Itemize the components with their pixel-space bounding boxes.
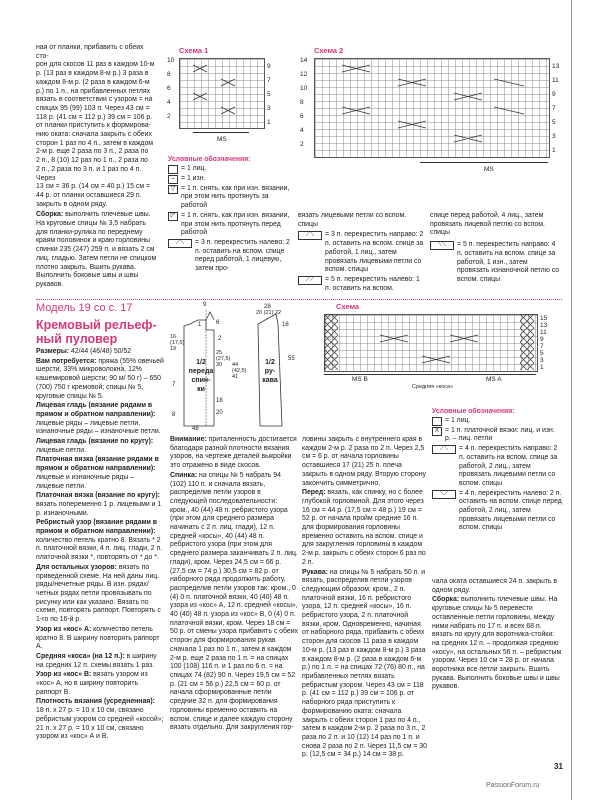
x-mark [331, 342, 338, 349]
paragraph-label: Платочная вязка (вязание рядами в прямом и обратном направлении): [36, 456, 159, 473]
row-number: 13 [552, 63, 560, 70]
paragraph-label: Спинка: [170, 471, 198, 479]
schema-1-rows-right [267, 60, 271, 130]
legend-2 [432, 408, 562, 534]
schema-3-center: Средняя «коса» [412, 384, 454, 390]
col1-line: 2 п., 2 раза по 3 п. и 1 раз по 4 п. Через [36, 165, 142, 182]
paragraph-text: вязать попеременно 1 р. лицевыми и 1 р. изнаночными. [36, 500, 162, 517]
dim-20: 20 (21) 22 [256, 310, 282, 316]
paragraph [170, 472, 298, 733]
page-number: 31 [554, 762, 563, 771]
dim-25: 25 (27,5) 30 [216, 350, 231, 368]
pattern-drawing [170, 302, 300, 434]
paragraph [36, 653, 164, 670]
legend-text: = 5 п. перекрестить направо: 4 п. оставить на вспом. спице за работой, 1 изн., затем провязать изнаночной петлю со вспом. спицы [457, 241, 560, 283]
x-mark [520, 321, 527, 328]
legend-item [432, 445, 562, 489]
paragraph [36, 564, 164, 625]
row-number: 10 [300, 85, 308, 92]
x-mark [331, 363, 338, 370]
title-line-1: Кремовый рельеф- [36, 318, 157, 332]
paragraph: чала оката оставшиеся 24 п. закрыть в одном ряду. [432, 578, 558, 594]
x-mark [520, 328, 527, 335]
paragraph [170, 436, 298, 471]
schema-2-ms: MS [484, 166, 494, 173]
legend-item [432, 427, 562, 444]
legend-1c-items [430, 241, 560, 285]
col1-line: 2-м р. еще 2 раза по 3 п., 2 раза по [36, 148, 149, 156]
col1-line: 2 п., 8 (10) 12 раз по 1 п., 2 раза по [36, 157, 148, 165]
schema-1-symbols [179, 58, 263, 127]
paragraph-label: Для остальных узоров: [36, 563, 117, 571]
row-number: 8 [167, 71, 171, 78]
top-column-1 [36, 44, 158, 290]
assembly-label: Сборка: [36, 211, 64, 219]
margin-rule [571, 0, 572, 800]
col1-line: 13 см = 36 р. (14 см = 40 р.) 15 см = [36, 183, 150, 191]
legend-2-items [432, 417, 562, 533]
legend-item [430, 241, 560, 285]
legend-text: = 5 п. перекрестить налево: 1 п. оставить на вспом. [325, 275, 420, 292]
paragraph-text: лицевые и изнаночные ряды – лицевые петли. [36, 473, 135, 490]
row-number: 2 [300, 141, 304, 148]
row-number: 15 [540, 315, 548, 322]
col1-line: вязать в соответствии с узором = на [36, 96, 153, 104]
row-number: 11 [552, 77, 559, 84]
paragraph-label: Внимание: [170, 436, 207, 443]
dim-18: 18 [216, 398, 223, 404]
x-mark [324, 356, 331, 363]
title-line-2: ный пуловер [36, 332, 118, 346]
model-label: Модель 19 со с. 17 [36, 302, 133, 314]
col3-mid-text: вязать лицевыми петли со вспом. спицы [298, 212, 407, 228]
paragraph-text: приталенность достигается благодаря разной плотности вязания узоров, на чертеже деталей выкройки это отражено в виде скосов. [170, 436, 297, 470]
legend-symbol: X [432, 427, 442, 436]
x-mark [527, 349, 534, 356]
dim-20b: 20 [216, 410, 223, 416]
x-mark [324, 335, 331, 342]
col1-line: нию оката: сначала закрыть с обеих [36, 131, 152, 139]
watermark: PassionForum.ru [486, 782, 540, 789]
schema-3-title: Схема [336, 302, 360, 311]
legend-item [168, 185, 294, 211]
schema-2-symbols [314, 58, 548, 156]
col1-line: р.) по 1 п., на прибавленных петлях [36, 87, 151, 95]
paragraph-text: вязать узором из «кос» А, но в ширину повторить раппорт В. [36, 671, 148, 696]
x-mark [324, 321, 331, 328]
row-number: 6 [167, 85, 171, 92]
x-mark [331, 328, 338, 335]
x-mark [331, 356, 338, 363]
legend-1b-items [298, 231, 426, 293]
legend-text: = 4 п. перекрестить направо: 2 п. оставить на вспом. спице за работой, 2 лиц., затем провязать лицевыми петли со вспом. спицы [459, 445, 558, 487]
legend-symbol: ⟍⟋ [432, 490, 456, 499]
paragraph: ловины закрыть с внутреннего края в каждом 2-м р. 2 раза по 2 п. Через 2,5 см = 6 р. от начала горловины оставшиеся 17 (21) 25 п. плеча закрыть в одном ряду. Вторую сторону закончить симметрично. [302, 436, 426, 487]
x-mark [324, 363, 331, 370]
row-number: 8 [300, 99, 304, 106]
paragraph-text: пряжа (55% овечьей шерсти, 33% микроволокна, 12% кашемировой шерсти; 90 м/ 50 г) – 650 (700) 750 г кремовой; спицы № 5; круговые спицы № 5. [36, 357, 164, 400]
row-number: 2 [167, 113, 171, 120]
instructions-column-3 [302, 436, 428, 761]
col1-line: спицах 95 (99) 103 п. Через 43 см = [36, 104, 150, 112]
paragraph-label: Средняя «коса» (на 12 п.): [36, 652, 125, 660]
legend-text: = 4 п. перекрестить налево: 2 п. оставить на вспом. спице перед работой, 2 лиц., затем провязать лицевыми петли со вспом. спицы [459, 489, 562, 532]
x-mark [520, 314, 527, 321]
legend-symbol: ⟋⟋ [298, 276, 322, 285]
row-number: 1 [540, 364, 544, 371]
schema-2-rows-left [300, 54, 307, 152]
schema-2-title: Схема 2 [314, 46, 344, 55]
col1-line: сторон 1 раз по 4 п., затем в каждом [36, 139, 154, 147]
x-mark [324, 314, 331, 321]
dim-28: 28 [264, 304, 271, 310]
dim-9: 9 [203, 302, 207, 308]
paragraph-text: в ширину на средних 12 п. схемы вязать 1 раз. [36, 652, 157, 669]
legend-item [298, 231, 426, 275]
paragraph-label: Сборка: [432, 596, 460, 604]
row-number: 12 [300, 71, 308, 78]
x-mark [324, 349, 331, 356]
legend-symbol: ⟍⟍ [430, 241, 454, 250]
legend-text: = 1 лиц. [445, 416, 471, 424]
schema-3-rows [540, 315, 547, 371]
assembly-text: выполнить плечевые швы. На круговые спицы № 3,5 набрать для планки-рулика по переднему краям половинок и краю горловины спинки 235 (247) 259 п. и вязать 2 см лиц. гладью. Затем петли не спицком плотно закрыть. Вшить рукава. Выполнить боковые швы и швы рукавов. [36, 211, 157, 288]
legend-text: = 1 п. платочной вязки: лиц. и изн. р. – лиц. петли [445, 426, 555, 443]
schema-1-rows-left [167, 54, 174, 124]
col1-line: закрыть в одном ряду. [36, 200, 108, 208]
legend-symbol: ⟋⟍ [168, 239, 192, 248]
paragraph [36, 348, 164, 357]
row-number: 5 [552, 119, 556, 126]
row-number: 7 [540, 343, 544, 350]
legend-item [168, 175, 294, 184]
page-title [36, 318, 157, 346]
paragraph-label: Перед: [302, 489, 326, 497]
legend-text: = 1 изн. [181, 174, 206, 182]
row-number: 3 [552, 133, 556, 140]
row-number: 5 [540, 350, 544, 357]
x-mark [527, 335, 534, 342]
x-mark [527, 356, 534, 363]
col1-line: ная от планки, прибавить с обеих сто- [36, 44, 144, 60]
x-mark [331, 321, 338, 328]
paragraph-text: лицевые ряды – лицевые петли, изнаночные ряды – изнаночные петли. [36, 419, 161, 436]
x-mark [527, 328, 534, 335]
row-number: 7 [552, 105, 556, 112]
paragraph-text: количество петель кратно 8. В ширину повторять раппорт А. [36, 625, 160, 651]
row-number: 3 [540, 357, 544, 364]
legend-text: = 1 лиц. [181, 164, 207, 172]
paragraph-text: вязать по приведенной схеме. На ней даны лиц. ряды/нечетные ряды. В изн. рядах/ четных рядах петли провязывать по рисунку или как указано. Вязать по схеме, повторять раппорт. Повторять с 1-го по 16-й р. [36, 563, 161, 624]
legend-text: = 3 п. перекрестить налево: 2 п. оставить на вспом. спице перед работой, 1 лицевую, затем про- [195, 238, 290, 273]
row-number: 6 [300, 113, 304, 120]
dim-44: 44 (42,5) 41 [232, 362, 247, 380]
instructions-column-4 [432, 578, 562, 693]
dim-2: 2 [218, 336, 222, 342]
schema-2-rows-right [552, 60, 559, 158]
paragraph-label: Ребристый узор (вязание рядами в прямом и обратном направлении): [36, 519, 158, 536]
paragraph [36, 456, 164, 491]
paragraph-text: лицевые петли. [36, 446, 87, 454]
paragraph-label: Узор из «кос» B: [36, 671, 92, 679]
col1-line: от планки приступить к формирова- [36, 122, 151, 130]
schema-1-title: Схема 1 [179, 46, 209, 55]
x-mark [527, 363, 534, 370]
legend-item [298, 276, 426, 293]
row-number: 10 [167, 57, 175, 64]
row-number: 7 [267, 77, 271, 84]
paragraph-text: выполнить плечевые швы. На круговые спицы № 5 перевести оставленные петли горловины, между ними набрать по 17 п. и всех 68 п. вязать по кругу для воротника-стойки: на средних 12 п. – продолжая среднюю «косу», на остальных 56 п. – ребристым узором. Через 10 см = 28 р. от начала воротника все петли закрыть. Вшить рукава. Выполнить боковые швы и швы рукавов. [432, 596, 562, 691]
paragraph-text: 18 п. x 27 р. = 10 x 10 см, связано ребристым узором со средней «косой»; 21 п. x 27 р. = 10 x 10 см, связано узором из «кос» А и В. [36, 707, 164, 741]
legend-2-title: Условные обозначения: [432, 408, 515, 415]
col1-line: рон для скосов 11 раз в каждом 10-м [36, 61, 155, 69]
schema-3-ms-a: MS A [486, 376, 502, 383]
paragraph [36, 519, 164, 563]
x-mark [527, 321, 534, 328]
instructions-column-2 [170, 436, 298, 734]
schema-3 [322, 302, 562, 412]
row-number: 9 [267, 63, 271, 70]
legend-symbol: ⟋⟍ [432, 445, 456, 454]
paragraph [36, 438, 164, 455]
x-mark [527, 342, 534, 349]
col1-line: каждом 8-м р. (2 раза в каждом 6-м [36, 78, 150, 86]
schema-1 [163, 46, 273, 156]
x-mark [331, 349, 338, 356]
row-number: 4 [167, 99, 171, 106]
legend-item [168, 239, 294, 274]
x-mark [520, 342, 527, 349]
paragraph-label: Вам потребуется: [36, 357, 97, 365]
row-number: 14 [300, 57, 308, 64]
x-mark [331, 314, 338, 321]
schema-2 [300, 46, 562, 178]
schema-3-ms-b: MS B [352, 376, 368, 383]
paragraph [36, 402, 164, 437]
dim-16: 16 (17,5) 19 [170, 334, 185, 352]
col1-line: 118 р. (41 см = 112 р.) 39 см = 106 р. [36, 113, 153, 121]
schema-3-symbols [324, 314, 536, 370]
row-number: 3 [267, 105, 271, 112]
paragraph [36, 698, 164, 742]
dim-1: 1 [198, 322, 202, 328]
legend-item [168, 165, 294, 174]
col4-top-text: спице перед работой, 4 лиц., затем провязать лицевой петлю со вспом. спицы [430, 212, 545, 237]
x-mark [324, 328, 331, 335]
paragraph-text: количество петель кратно 8. Вязать * 2 п. платочной вязки, 4 п. лиц. глади, 2 п. платочной вязки *, повторять от * до *. [36, 536, 163, 562]
legend-text: = 1 п. снять, как при изн. вязании, при этом нить протянуть за работой [181, 184, 290, 210]
row-number: 9 [540, 336, 544, 343]
paragraph-text: вязать, как спинку, но с более глубокой горловиной. Для этого через 16 см = 44 р. (17,5 см = 48 р.) 19 см = 52 р. от начала пройм средние 16 п. для формирования горловины временно оставить на вспом. спице и для закругления горловины в каждом 2-м р. закрыть с обеих сторон 6 раз по 2 п. [302, 489, 426, 566]
schema-1-ms: MS [217, 136, 227, 143]
legend-item [432, 490, 562, 534]
row-number: 11 [540, 329, 547, 336]
paragraph [36, 358, 164, 402]
row-number: 1 [267, 119, 271, 126]
top-column-4 [430, 212, 560, 286]
dim-8: 8 [172, 412, 176, 418]
row-number: 9 [552, 91, 556, 98]
row-number: 4 [300, 127, 304, 134]
col1-top-text [36, 44, 158, 209]
paragraph-text: 42/44 (46/48) 50/52 [69, 348, 132, 355]
label-spinka: 1/2 переда спин-ки [188, 359, 214, 393]
legend-1-title: Условные обозначения: [168, 156, 251, 163]
materials-column [36, 348, 164, 743]
legend-text: = 3 п. перекрестить направо: 2 п. оставить на вспом. спице за работой, 1 лиц., затем провязать лицевыми петли со вспом. спицы [325, 231, 424, 274]
legend-1 [168, 156, 294, 275]
paragraph-label: Плотность вязания (усредненная): [36, 698, 155, 706]
legend-symbol: ▽ [168, 185, 178, 194]
paragraph-label: Лицевая гладь (вязание рядами в прямом и обратном направлении): [36, 402, 156, 418]
col1-line: 44 р. от планки оставшиеся 29 п. [36, 191, 142, 199]
paragraph-label: Платочная вязка (вязание по кругу): [36, 492, 160, 500]
legend-item [168, 212, 294, 238]
col1-line: р. (13 раз в каждом 8-м р.) 3 раза в [36, 70, 149, 78]
dim-16b: 16 [282, 322, 289, 328]
paragraph [302, 569, 428, 760]
dim-55: 55 [288, 356, 295, 362]
legend-symbol [168, 165, 178, 174]
dim-7: 7 [172, 382, 176, 388]
paragraph [36, 671, 164, 697]
dim-6: 6 [216, 320, 220, 326]
dim-48: 48 [192, 426, 199, 432]
row-number: 5 [267, 91, 271, 98]
top-column-3 [298, 212, 426, 294]
section-divider [36, 299, 562, 300]
legend-text: = 1 п. снять, как при изн. вязании, при этом нить протянуть перед работой [181, 211, 290, 237]
legend-item [432, 417, 562, 426]
x-mark [520, 349, 527, 356]
x-mark [331, 335, 338, 342]
paragraph [432, 596, 562, 692]
x-mark [520, 356, 527, 363]
x-mark [527, 314, 534, 321]
legend-1-items [168, 165, 294, 274]
legend-symbol [432, 417, 442, 426]
paragraph-label: Размеры: [36, 348, 69, 355]
legend-symbol: ⟋⟍ [298, 231, 322, 240]
row-number: 13 [540, 322, 548, 329]
x-mark [520, 335, 527, 342]
x-mark [324, 342, 331, 349]
legend-symbol: ◸ [168, 212, 178, 221]
paragraph-label: Лицевая гладь (вязание по кругу): [36, 438, 154, 446]
paragraph-label: Рукава: [302, 568, 328, 576]
legend-symbol: – [168, 175, 178, 184]
row-number: 1 [552, 147, 556, 154]
paragraph [36, 626, 164, 652]
paragraph [36, 492, 164, 518]
label-rukav: 1/2 ру-кава [262, 359, 278, 384]
paragraph-label: Узор из «кос» A: [36, 625, 92, 633]
paragraph-text: на спицы № 5 набрать 50 п. и вязать, распределив петли узоров следующим образом: кром., 2 п. платочной вязки, 16 п. ребристого узора, 12 п. средней «косы», 16 п. ребристого узора, 2 п. платочной вязки, кром. Одновременно, начиная от наборного ряда, прибавить с обеих сторон для скосов 11 раза в каждом 10-м р. (13 раз в каждом 8-м р.) 3 раза в каждом 8-м р. (2 раза в каждом 6-м р.) по 1 п. = на спицах 72 (76) 80 п., на прибавленных петлях вязать ребристым узором. Через 43 см = 118 р. (41 см = 112 р.) 39 см = 106 р. от наборного ряда приступить к формированию оката: сначала закрыть с обеих сторон 1 раз по 4 п., затем в каждом 2-м р. 2 раза по 3 п., 2 раза по 2 п. и 10 (12) 14 раз по 1 п. и снова 2 раза по 2 п. Через 11,5 см = 30 р. (12,5 см = 34 р.) 14 см = 38 р. [302, 568, 427, 759]
paragraph [302, 489, 428, 567]
x-mark [520, 363, 527, 370]
paragraph-text: на спицы № 5 набрать 94 (102) 110 п. и сначала вязать, распределив петли узоров в следующей последовательности: кром., 40 (44) 48 п. ребристого узора (при этом для среднего размера начинать с 2 п. лиц. глади), 12 п. средней «косы», 40 (44) 48 п. ребристого узора (при этом для среднего размера заканчивать 2 п. лиц. глади), кром. Через 24,5 см = 66 р. (27,5 см = 74 р.) 30,5 см = 82 р. от наборного ряда продолжить работу, распределив петли узоров так: кром., 0 (4) 0 п. платочной вязки, 40 (40) 48 п. узора из «кос» А, 12 п. средней «косы», 40 (40) 48 п. узора из «кос» В, 0 (4) 0 п. платочной вязки, кром. Через 18 см = 50 р. от смены узора прибавить с обеих сторон для формирования рукав сначала 1 раз по 1 п., затем в каждом 2-м р. еще 2 раза по 1 п. = на спицах 100 (108) 116 п. и 1 раз по 6 п. = на спицах 74 (82) 90 п. Через 19,5 см = 52 р. (21 см = 56 р.) 22,5 см = 60 р. от начала сформированные петли средние 32 п. для формирования горловины временно оставить на вспом. спице и далее каждую сторону вязать отдельно. Для закругления гор- [170, 471, 299, 732]
